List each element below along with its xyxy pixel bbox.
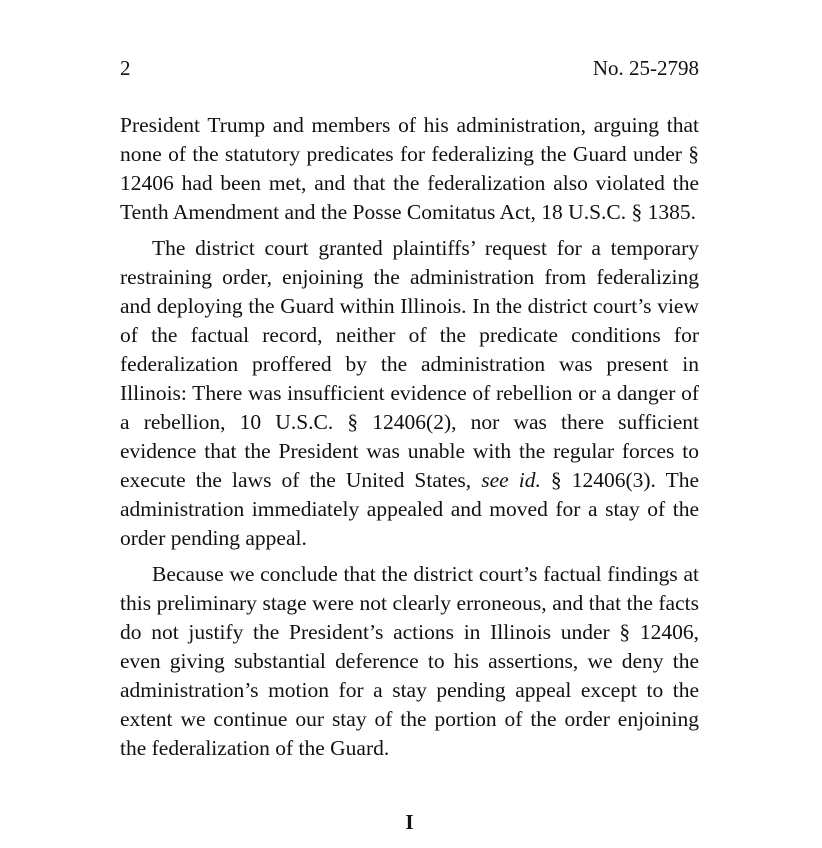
paragraph-district-court-tro: [120, 234, 699, 553]
paragraph-continued: [120, 111, 699, 227]
paragraph-holding: [120, 560, 699, 763]
citation-signal: see id.: [481, 468, 541, 492]
paragraph-text: The district court granted plaintiffs’ request for a temporary restraining order, enjoining the administration from federalizing and deploying the Guard within Illinois. In the district court’s view of the factual record, neither of the predicate conditions for federalization proffered by the administration was present in Illinois: There was insufficient evidence of rebellion or a danger of a rebellion, 10 U.S.C. § 12406(2), nor was there sufficient evidence that the President was unable with the regular forces to execute the laws of the United States,: [120, 236, 699, 492]
page-number: 2: [120, 56, 131, 80]
opinion-body: [120, 111, 699, 770]
page-header: [120, 54, 699, 82]
paragraph-text: § 12406(3). The administration immediately appealed and moved for a stay of the order pending appeal.: [120, 468, 700, 550]
paragraph-text: Because we conclude that the district court’s factual findings at this preliminary stage were not clearly erroneous, and that the facts do not justify the President’s actions in Illinois under § 12406, even giving substantial deference to his assertions, we deny the administration’s motion for a stay pending appeal except to the extent we continue our stay of the portion of the order enjoining the federalization of the Guard.: [120, 562, 699, 760]
docket-number: No. 25-2798: [592, 56, 699, 80]
paragraph-text: President Trump and members of his administration, arguing that none of the statutory predicates for federalizing the Guard under § 12406 had been met, and that the federalization also violated the Tenth Amendment and the Posse Comitatus Act, 18 U.S.C. § 1385.: [120, 113, 699, 224]
section-heading: I: [405, 810, 414, 834]
